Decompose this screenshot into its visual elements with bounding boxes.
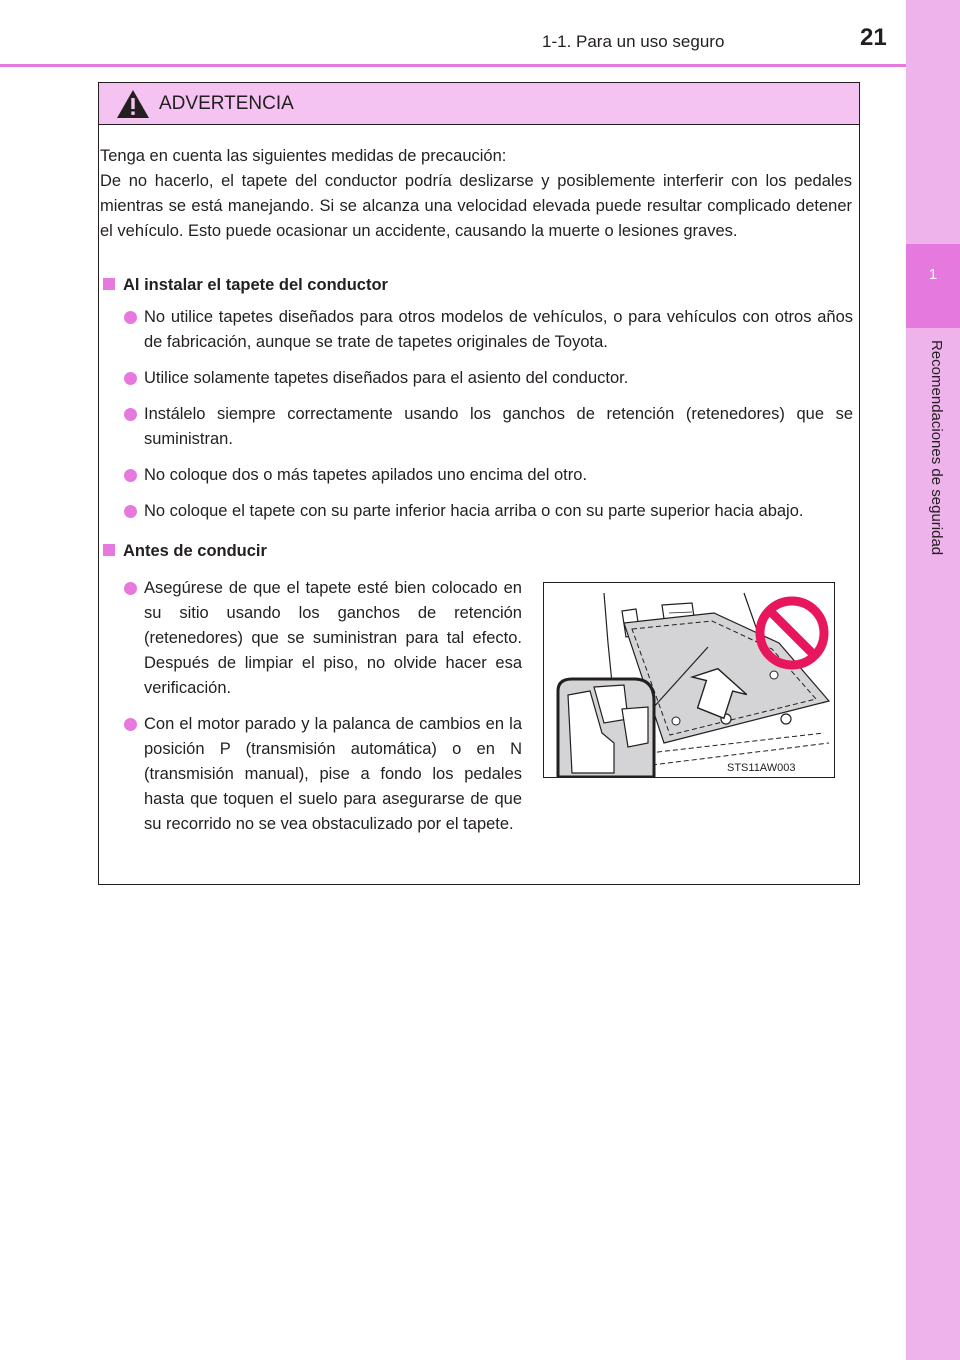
list-item [124,576,522,701]
chapter-number: 1 [928,266,938,283]
warning-triangle-icon [116,89,150,119]
list-item [124,499,853,524]
list-item [124,712,522,837]
list-item-text: No coloque dos o más tapetes apilados uno encima del otro. [144,466,588,484]
bullet-dot-icon [124,505,137,518]
floor-mat-figure [543,582,835,778]
warning-title: ADVERTENCIA [159,93,294,114]
list-item-text: Utilice solamente tapetes diseñados para el asiento del conductor. [144,369,629,387]
list-item-text: No utilice tapetes diseñados para otros modelos de vehículos, o para vehículos con otros años de fabricación, aunque se trate de tapetes originales de Toyota. [144,308,853,351]
list-item [124,305,853,355]
chapter-label: Recomendaciones de seguridad [928,340,945,556]
section-heading-text: Al instalar el tapete del conductor [123,276,388,294]
bullet-dot-icon [124,582,137,595]
figure-code: STS11AW003 [727,762,796,774]
bullet-dot-icon [124,372,137,385]
section-heading-install [103,276,388,295]
list-item [124,366,853,391]
before-driving-list [124,576,522,837]
warning-header [99,83,859,125]
section-heading-before-driving [103,542,267,561]
list-item [124,463,853,488]
square-bullet-icon [103,544,115,556]
list-item-text: Instálelo siempre correctamente usando los ganchos de retención (retenedores) que se suministran. [144,405,853,448]
list-item-text: No coloque el tapete con su parte inferior hacia arriba o con su parte superior hacia abajo. [144,502,804,520]
list-item-text: Con el motor parado y la palanca de cambios en la posición P (transmisión automática) o en N (transmisión manual), pise a fondo los pedales hasta que toquen el suelo para asegurarse de que su recorrido no se vea obstaculizado por el tapete. [144,715,522,833]
bullet-dot-icon [124,408,137,421]
install-list [124,305,853,524]
section-heading-text: Antes de conducir [123,542,267,560]
section-title: 1-1. Para un uso seguro [542,32,725,51]
bullet-dot-icon [124,469,137,482]
floor-mat-illustration [544,583,834,777]
intro-line: Tenga en cuenta las siguientes medidas de precaución: [100,147,507,165]
intro-paragraph: De no hacerlo, el tapete del conductor podría deslizarse y posiblemente interferir con los pedales mientras se está manejando. Si se alcanza una velocidad elevada puede resultar complicado detener el vehículo. Esto puede ocasionar un accidente, causando la muerte o lesiones graves. [100,172,852,240]
chapter-tab-active[interactable] [906,244,960,328]
list-item-text: Asegúrese de que el tapete esté bien colocado en su sitio usando los ganchos de retención (retenedores) que se suministran para tal efecto. Después de limpiar el piso, no olvide hacer esa verificación. [144,579,522,697]
list-item [124,402,853,452]
square-bullet-icon [103,278,115,290]
page-number: 21 [860,24,887,51]
bullet-dot-icon [124,718,137,731]
warning-intro [100,144,852,244]
header-rule [0,64,906,67]
bullet-dot-icon [124,311,137,324]
chapter-side-tab [906,0,960,1360]
